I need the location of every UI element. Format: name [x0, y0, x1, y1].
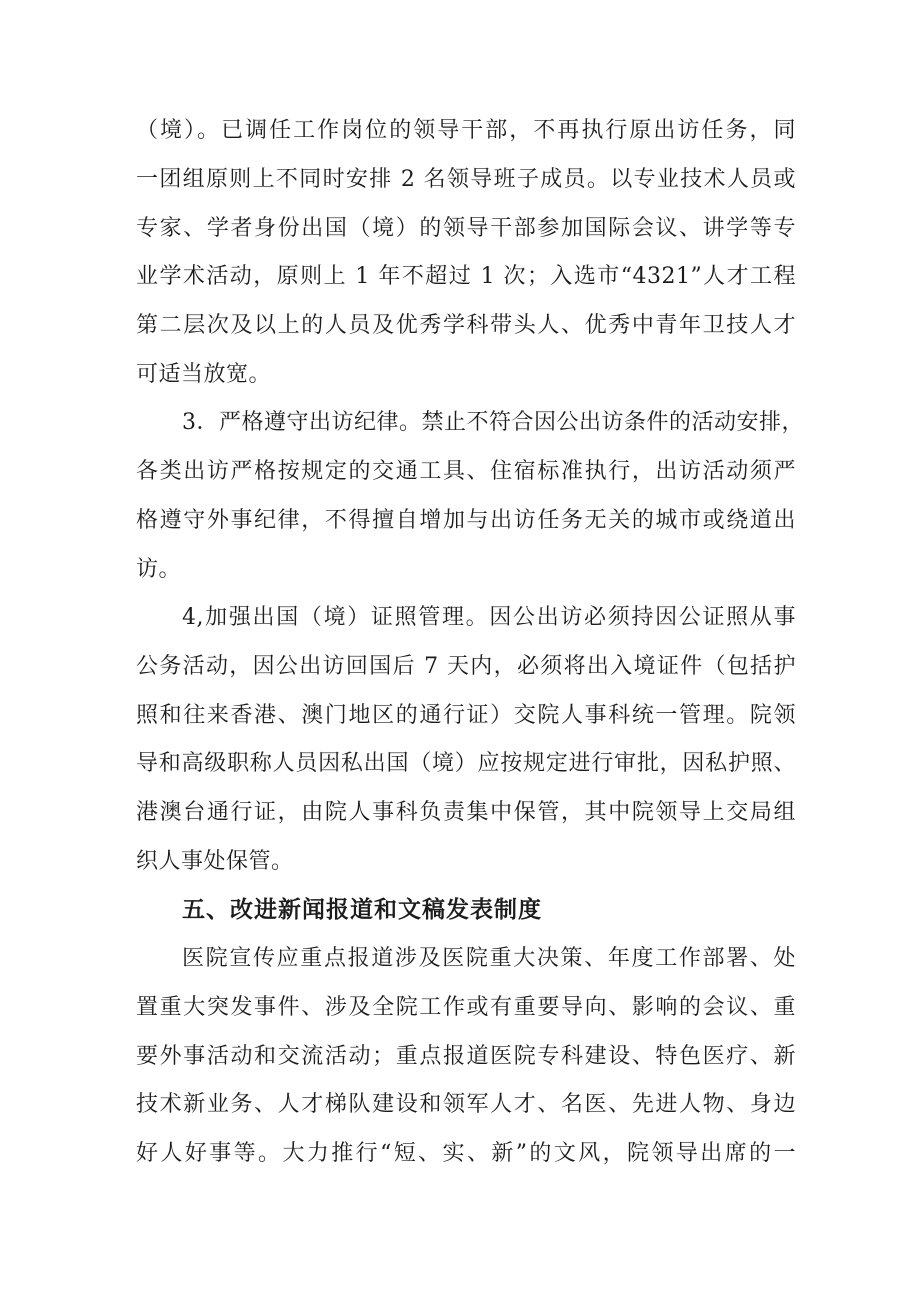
body-text-line: 各类出访严格按规定的交通工具、住宿标准执行，出访活动须严 — [136, 459, 796, 484]
body-text-line: 3．严格遵守出访纪律。禁止不符合因公出访条件的活动安排， — [182, 410, 804, 435]
body-text-line: 第二层次及以上的人员及优秀学科带头人、优秀中青年卫技人才 — [136, 313, 796, 338]
body-text-line: 照和往来香港、澳门地区的通行证）交院人事科统一管理。院领 — [136, 703, 796, 728]
body-text-line: 导和高级职称人员因私出国（境）应按规定进行审批，因私护照、 — [136, 751, 796, 776]
body-text-line: 医院宣传应重点报道涉及医院重大决策、年度工作部署、处 — [182, 946, 796, 971]
body-text-line: （境）。已调任工作岗位的领导干部，不再执行原出访任务，同 — [136, 118, 796, 143]
body-text-line: 公务活动，因公出访回国后 7 天内，必须将出入境证件（包括护 — [136, 654, 796, 679]
body-text-line: 置重大突发事件、涉及全院工作或有重要导向、影响的会议、重 — [136, 995, 796, 1020]
body-text-line: 织人事处保管。 — [136, 849, 294, 874]
body-text-line: 要外事活动和交流活动；重点报道医院专科建设、特色医疗、新 — [136, 1044, 796, 1069]
body-text-line: 港澳台通行证，由院人事科负责集中保管，其中院领导上交局组 — [136, 800, 796, 825]
body-text-line: 业学术活动，原则上 1 年不超过 1 次；入选市“4321”人才工程 — [136, 264, 796, 289]
body-text-line: 技术新业务、人才梯队建设和领军人才、名医、先进人物、身边 — [136, 1092, 796, 1117]
body-text-line: 格遵守外事纪律，不得擅自增加与出访任务无关的城市或绕道出 — [136, 508, 796, 533]
body-text-line: 4,加强出国（境）证照管理。因公出访必须持因公证照从事 — [182, 605, 796, 630]
body-text-line: 专家、学者身份出国（境）的领导干部参加国际会议、讲学等专 — [136, 216, 796, 241]
section-heading: 五、改进新闻报道和文稿发表制度 — [182, 897, 542, 923]
body-text-line: 好人好事等。大力推行“短、实、新”的文风，院领导出席的一 — [136, 1141, 796, 1166]
body-text-line: 一团组原则上不同时安排 2 名领导班子成员。以专业技术人员或 — [136, 167, 796, 192]
body-text-line: 访。 — [136, 557, 182, 582]
body-text-line: 可适当放宽。 — [136, 362, 272, 387]
